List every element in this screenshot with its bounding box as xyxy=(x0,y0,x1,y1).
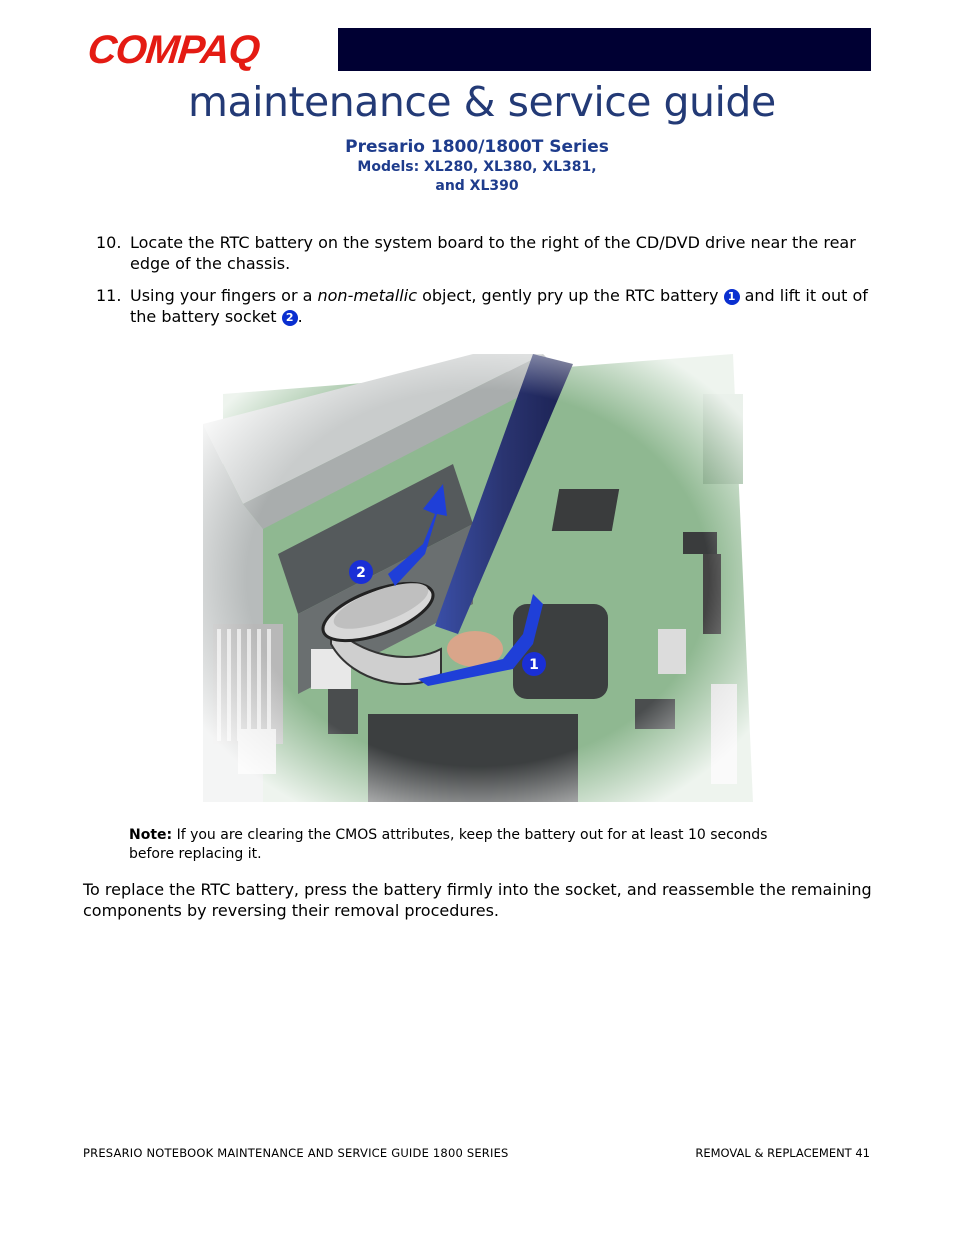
vignette xyxy=(203,354,753,802)
step-number: 11. xyxy=(96,286,122,305)
footer-left: PRESARIO NOTEBOOK MAINTENANCE AND SERVICE GUIDE 1800 SERIES xyxy=(83,1146,509,1160)
step-text-part: object, gently pry up the RTC battery xyxy=(416,286,724,305)
step-10 xyxy=(96,232,876,274)
step-text-part: Using your fingers or a xyxy=(130,286,318,305)
step-text-part: and lift it out of the battery socket xyxy=(130,286,868,326)
callout-2-marker: 2 xyxy=(282,310,298,326)
note-label: Note: xyxy=(129,827,173,843)
step-text-part: . xyxy=(297,307,303,326)
rtc-battery-illustration xyxy=(203,354,753,802)
header-bar xyxy=(338,28,871,71)
step-number: 10. xyxy=(96,233,122,252)
procedure-steps xyxy=(96,232,876,338)
note xyxy=(129,826,789,864)
page-title: Presario 1800/1800T Series xyxy=(345,137,609,157)
compaq-logo xyxy=(85,28,280,72)
step-text-italic: non-metallic xyxy=(317,286,417,305)
step-11 xyxy=(96,285,876,327)
step-text xyxy=(130,285,876,327)
models-line-1: Models: XL280, XL380, XL381, xyxy=(357,159,597,175)
note-text: If you are clearing the CMOS attributes, keep the battery out for at least 10 seconds before replacing it. xyxy=(129,827,768,862)
step-text: Locate the RTC battery on the system board to the right of the CD/DVD drive near the rear edge of the chassis. xyxy=(130,233,856,273)
logo-text: COMPAQ xyxy=(85,28,262,72)
guide-banner: maintenance & service guide xyxy=(188,78,776,126)
replace-paragraph: To replace the RTC battery, press the battery firmly into the socket, and reassemble the remaining components by reversing their removal procedures. xyxy=(83,880,872,920)
footer-right: REMOVAL & REPLACEMENT 41 xyxy=(695,1146,870,1160)
models-line-2: and XL390 xyxy=(435,178,519,194)
callout-1-marker: 1 xyxy=(724,289,740,305)
